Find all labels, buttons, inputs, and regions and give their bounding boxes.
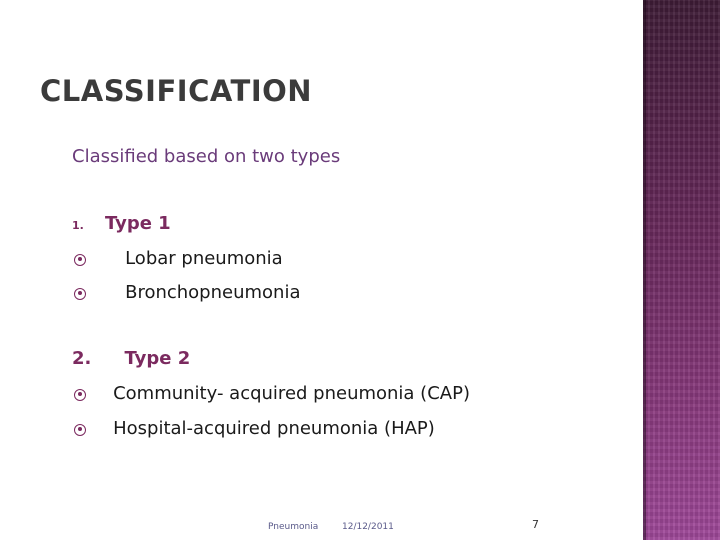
list-item bbox=[74, 282, 301, 303]
list-item-text: Lobar pneumonia bbox=[125, 248, 283, 269]
list-item bbox=[74, 418, 435, 439]
page-number: 7 bbox=[532, 518, 539, 531]
footer-date: 12/12/2011 bbox=[342, 522, 394, 532]
circle-dot-icon bbox=[74, 254, 86, 266]
list-item-text: Community- acquired pneumonia (CAP) bbox=[113, 383, 470, 404]
list-item bbox=[74, 383, 470, 404]
type-1-marker: 1. bbox=[72, 219, 84, 232]
circle-dot-icon bbox=[74, 389, 86, 401]
list-item-text: Hospital-acquired pneumonia (HAP) bbox=[113, 418, 435, 439]
list-item-text: Bronchopneumonia bbox=[125, 282, 301, 303]
type-1-label: Type 1 bbox=[104, 213, 171, 234]
list-item bbox=[74, 248, 283, 269]
slide-title: CLASSIFICATION bbox=[40, 74, 313, 108]
type-2-heading bbox=[72, 348, 190, 369]
type-1-heading bbox=[72, 213, 171, 234]
intro-text: Classified based on two types bbox=[72, 146, 341, 167]
circle-dot-icon bbox=[74, 424, 86, 436]
type-2-label: Type 2 bbox=[124, 348, 191, 369]
type-2-marker: 2. bbox=[72, 348, 92, 369]
side-decor-band bbox=[643, 0, 720, 540]
footer-topic: Pneumonia bbox=[268, 522, 319, 532]
circle-dot-icon bbox=[74, 288, 86, 300]
